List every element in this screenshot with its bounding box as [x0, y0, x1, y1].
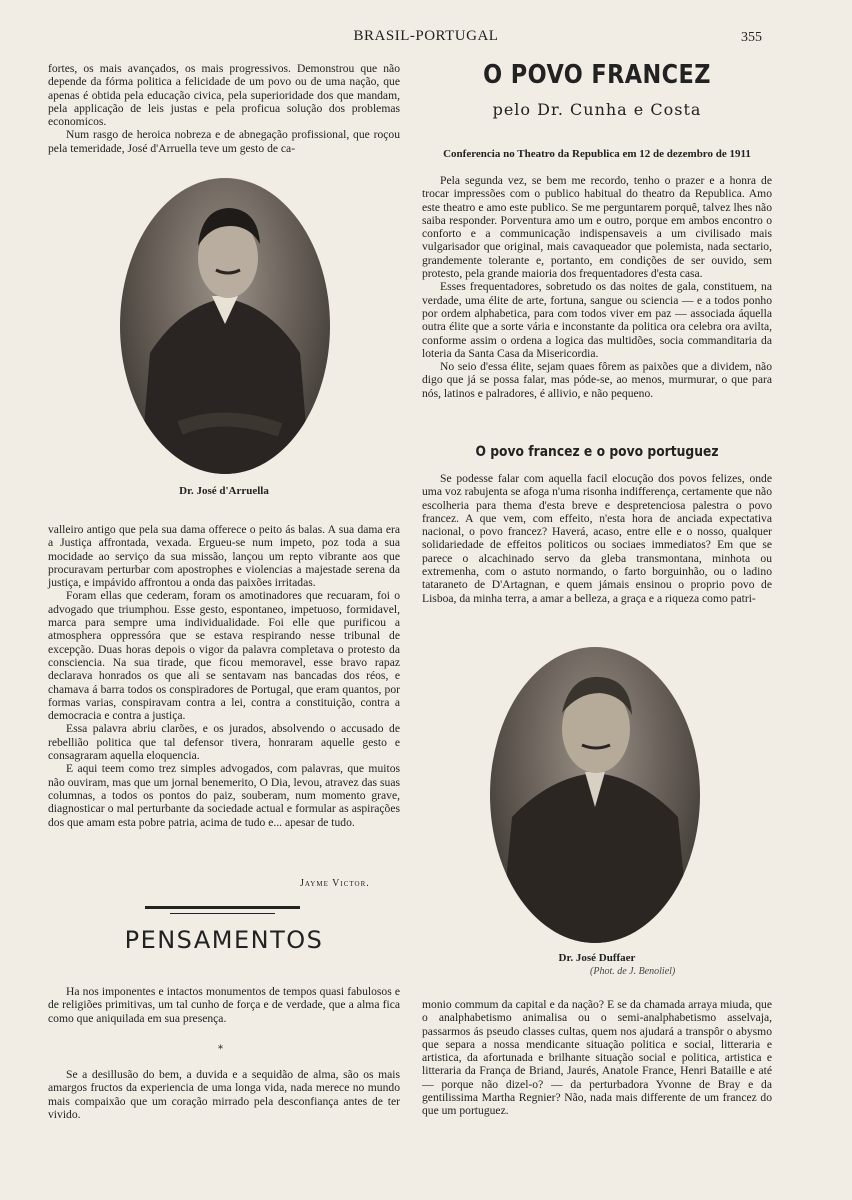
- left-body-text: [48, 523, 400, 829]
- left-paragraph-5: Essa palavra abriu clarões, e os jurados, absolvendo o accusado de rebellião politica que tal defensor tivera, honraram aquelle gesto e consagraram aquella eloquencia.: [48, 722, 400, 763]
- caption-duffaer: Dr. José Duffaer: [558, 952, 636, 964]
- caption-arruella: Dr. José d'Arruella: [179, 485, 269, 497]
- left-paragraph-3: valleiro antigo que pela sua dama offerece o peito ás balas. A sua dama era a Justiça affrontada, vexada. Ergueu-se num impeto, poz toda a sua mocidade ao serviço da sua missão, lançou um repto vibrante aos que procuravam perturbar com apostrophes e violencias a majestade serena da justiça, e impávido affrontou a onda das paixões irritadas.: [48, 523, 400, 590]
- page-header: [0, 28, 852, 50]
- divider-thin: [170, 913, 275, 914]
- running-title: BRASIL-PORTUGAL: [353, 28, 499, 44]
- thought-1: [48, 985, 400, 1025]
- divider-thick: [145, 906, 300, 909]
- left-paragraph-4: Foram ellas que cederam, foram os amotinadores que recuaram, foi o advogado que triumphou. Esse gesto, espontaneo, impetuoso, formidavel, marca para sempre uma individualidade. Foi elle que purificou a atmosphera oppressóra que se estava respirando nesse tribunal de excepção. Duas horas depois o vigor da palavra completava o protesto da consciencia. Na sua tirade, que ficou memoravel, esse bravo rapaz declarava honrados os que ali se sentavam nas bancadas dos réos, e chamava á barra todos os conspiradores de Portugal, que eram quantos, por formas varias, conspiravam contra a lei, contra a constituição, contra a democracia e contra a justiça.: [48, 589, 400, 723]
- left-paragraph-1: fortes, os mais avançados, os mais progressivos. Demonstrou que não depende da fórma politica a felicidade de um povo ou de uma nação, que apenas é obtida pela educação civica, pela superioridade dos que mandam, pela applicação de leis justas e pela proficua solução dos problemas economicos.: [48, 62, 400, 129]
- separator-asterisk: *: [218, 1044, 223, 1055]
- article-byline: pelo Dr. Cunha e Costa: [492, 100, 702, 119]
- right-paragraph-3: No seio d'essa élite, sejam quaes fôrem as paixões que a dividem, não digo que já se possa falar, mas póde-se, ao menos, murmurar, o que para nós, latinos e palradores, é allivio, e não pequeno.: [422, 360, 772, 400]
- thought-1-text: Ha nos imponentes e intactos monumentos de tempos quasi fabulosos e de religiões primitivas, um tal cunho de força e de verdade, que a alma fica como que aniquilada em sua presença.: [48, 985, 400, 1025]
- right-body-text: [422, 472, 772, 605]
- signature: Jayme Victor.: [300, 878, 370, 889]
- left-paragraph-2: Num rasgo de heroica nobreza e de abnegação profissional, que roçou pela temeridade, José d'Arruella teve um gesto de ca-: [48, 128, 400, 155]
- right-paragraph-4: Se podesse falar com aquella facil elocução dos povos felizes, onde uma voz rabujenta se afoga n'uma risonha indifferença, certamente que não escolheria para thema d'esta breve e despretenciosa palestra o povo francez. A que vem, com effeito, n'esta hora de anciada expectativa nacional, o povo francez? Haverá, acaso, entre elle e o nosso, qualquer solidariedade de effeitos politicos ou sociaes immediatos? Em que se parece o alcachinado servo da gleba transmontana, minhota ou extremenha, com o astuto normando, o farto borguinhão, ou o ladino tataraneto de D'Artagnan, e quem jámais ensinou o proprio povo de Lisboa, da minha terra, a amar a belleza, a graça e a riqueza como patri-: [422, 472, 772, 605]
- portrait-arruella-figure: [120, 178, 330, 474]
- conference-line: Conferencia no Theatro da Republica em 12 de dezembro de 1911: [443, 148, 751, 160]
- left-paragraph-6: E aqui teem como trez simples advogados, com palavras, que muitos não ouviram, mas que um jornal benemerito, O Dia, levou, atravez das suas columnas, a todos os pontos do paiz, souberam, num momento grave, diagnosticar o mal perturbante da sociedade actual e formular as aspirações dos que amam esta pobre patria, acima de tudo e... apesar de tudo.: [48, 762, 400, 829]
- left-intro-text: [48, 62, 400, 155]
- portrait-arruella: [120, 178, 330, 474]
- article-title: O POVO FRANCEZ: [483, 60, 711, 90]
- thought-2-text: Se a desillusão do bem, a duvida e a sequidão de alma, são os mais amargos fructos da experiencia de uma longa vida, nada merece no mundo mais compaixão que um coração mirrado pela desconfiança antes de ter vivido.: [48, 1068, 400, 1121]
- right-closing-text: [422, 998, 772, 1118]
- portrait-duffaer-figure: [490, 647, 700, 943]
- right-paragraph-2: Esses frequentadores, sobretudo os das noites de gala, constituem, na verdade, uma élite de arte, fortuna, sangue ou sciencia — e a todos ponho por ordem alphabetica, para com todos viver em paz — associada áquella outra élite que a sorte vária e inconstante da politica ora celebra ora avilta, conforme assim o ordena a logica das multidões, socia commanditaria da loteria da Santa Casa da Misericordia.: [422, 280, 772, 360]
- page-number: 355: [741, 30, 762, 45]
- right-paragraph-5: monio commum da capital e da nação? E se da chamada arraya miuda, que o analphabetismo animalisa ou o semi-analphabetismo asselvaja, passarmos ás pseudo classes cultas, quem nos ajudará a transpôr o abysmo que separa a nossa mendicante situação politica e social, litteraria e artistica, da afortunada e brilhante situação social e politica, artistica e litteraria da França de Briand, Jaurés, Anatole France, Henri Bataille e até — porque não dizel-o? — da perturbadora Yvonne de Bray e da gentilissima Martha Regnier? Não, nada mais differente de um francez do que um portuguez.: [422, 998, 772, 1118]
- right-intro-text: [422, 174, 772, 400]
- thought-2: [48, 1068, 400, 1121]
- pensamentos-title: PENSAMENTOS: [124, 926, 324, 954]
- photo-credit: (Phot. de J. Benoliel): [590, 966, 676, 977]
- portrait-duffaer: [490, 647, 700, 943]
- right-paragraph-1: Pela segunda vez, se bem me recordo, tenho o prazer e a honra de trocar impressões com o publico habitual do theatro da Republica. Amo este theatro e amo este publico. Se me perguntarem porquê, talvez lhes não saiba responder. Porventura amo um e outro, porque em ambos encontro o conforto e a communicação indispensaveis a um civilisado mais vulgarisador que original, mais cavaqueador que polemista, nada sectario, grandemente tolerante e, portanto, em condições de ser ouvido, sem protesto, pela grande maioria dos frequentadores d'esta casa.: [422, 174, 772, 281]
- section-subhead: O povo francez e o povo portuguez: [475, 444, 719, 460]
